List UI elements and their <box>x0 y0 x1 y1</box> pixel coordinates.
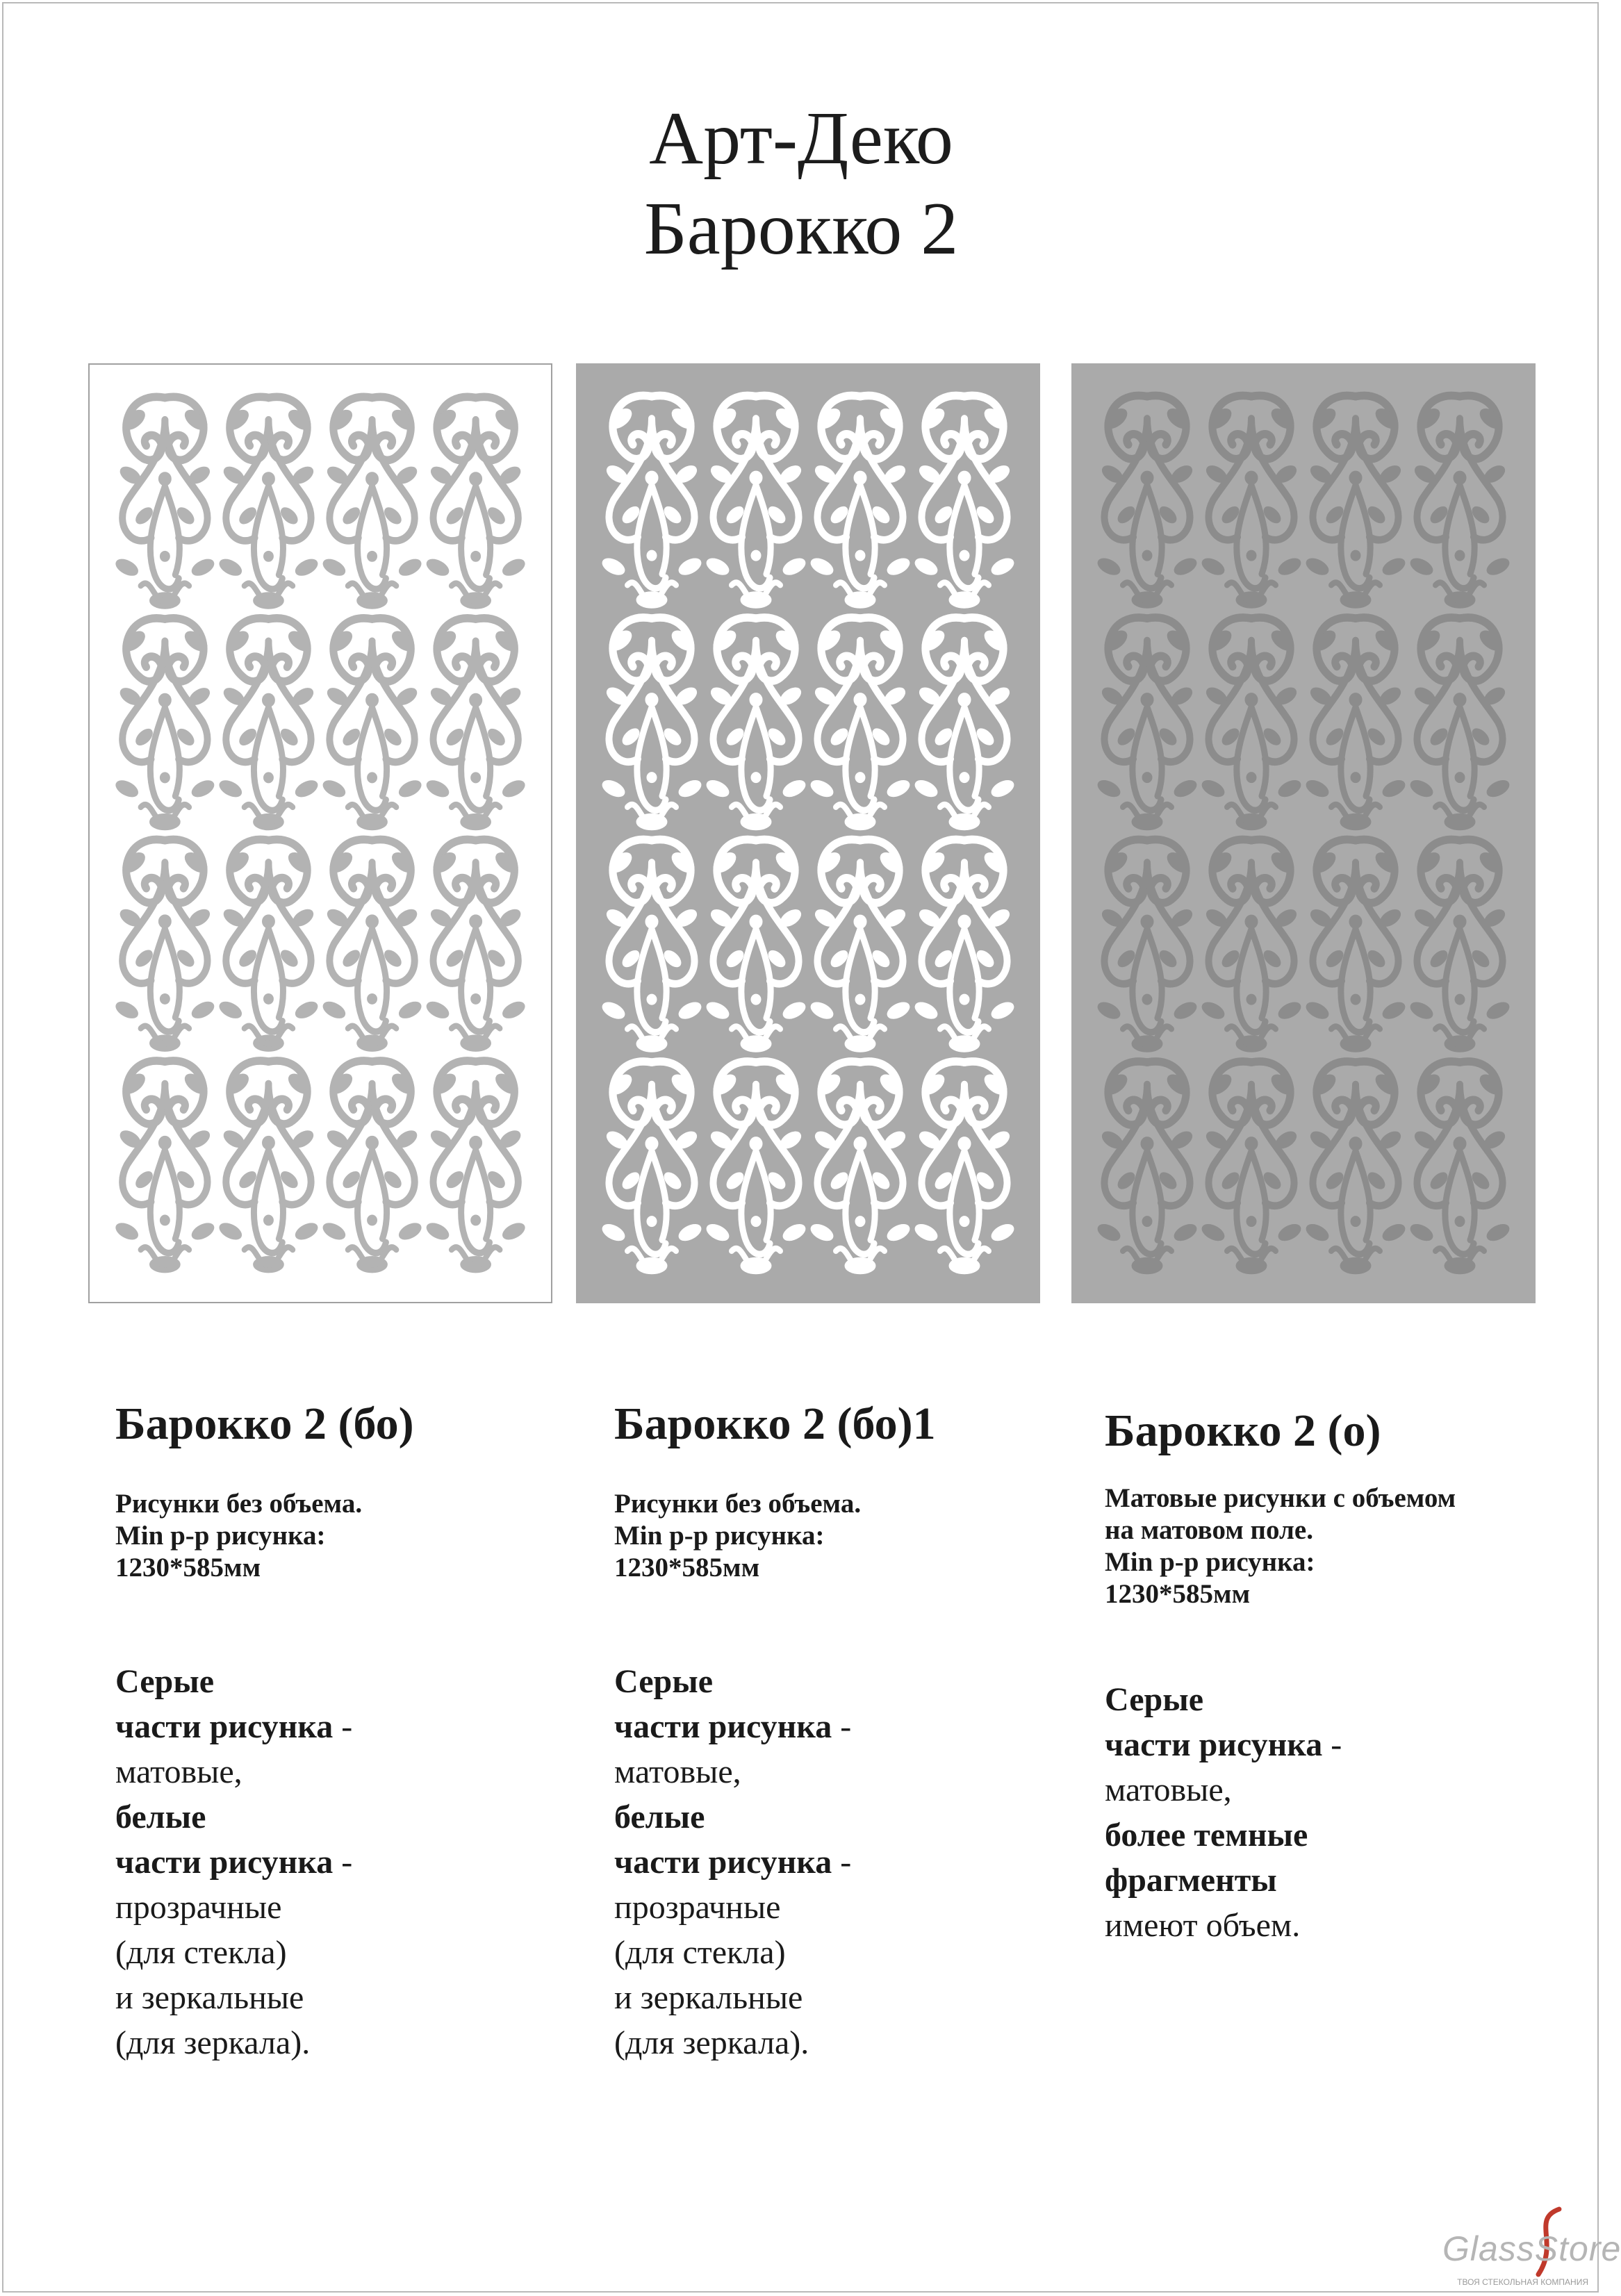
logo-tagline: ТВОЯ СТЕКОЛЬНАЯ КОМПАНИЯ <box>1457 2277 1588 2287</box>
desc-line: более темные <box>1105 1817 1308 1853</box>
design-name: Барокко 2 (бо)1 <box>614 1398 936 1449</box>
design-column-2 <box>614 1396 936 2065</box>
design-column-1 <box>115 1396 414 2065</box>
design-name: Барокко 2 (о) <box>1105 1405 1381 1456</box>
pattern-panel-clear-on-frosted <box>576 363 1040 1303</box>
design-name: Барокко 2 (бо) <box>115 1398 414 1449</box>
glassstore-logo <box>1442 2205 1621 2290</box>
spec-line: Рисунки без объема. <box>115 1489 363 1519</box>
spec-line: Min р-р рисунка: <box>614 1521 825 1551</box>
pattern-panel-frosted-on-clear <box>88 363 552 1303</box>
desc-line: прозрачные <box>614 1889 781 1926</box>
design-spec <box>1105 1483 1456 1610</box>
design-description <box>614 1659 936 2065</box>
desc-line: (для стекла) <box>614 1934 786 1971</box>
desc-line: части рисунка - <box>115 1708 353 1745</box>
desc-line: части рисунка - <box>614 1844 852 1881</box>
spec-line: на матовом поле. <box>1105 1515 1313 1545</box>
design-spec <box>614 1488 936 1584</box>
spec-line: 1230*585мм <box>614 1553 760 1583</box>
design-description <box>1105 1677 1456 1948</box>
desc-line: матовые, <box>1105 1771 1232 1808</box>
design-spec <box>115 1488 414 1584</box>
desc-line: матовые, <box>115 1753 242 1790</box>
spec-line: Матовые рисунки с объемом <box>1105 1483 1456 1513</box>
desc-line: фрагменты <box>1105 1862 1277 1899</box>
desc-line: (для зеркала). <box>115 2024 311 2061</box>
desc-line: Серые <box>115 1663 215 1700</box>
spec-line: Min р-р рисунка: <box>1105 1547 1315 1577</box>
desc-line: матовые, <box>614 1753 741 1790</box>
pattern-panel-volume-on-frosted <box>1071 363 1536 1303</box>
desc-line: части рисунка - <box>115 1844 353 1881</box>
logo-text: GlassStore <box>1442 2229 1621 2268</box>
desc-line: (для стекла) <box>115 1934 287 1971</box>
spec-line: Min р-р рисунка: <box>115 1521 326 1551</box>
page-title-line1: Арт-Деко <box>649 97 953 180</box>
spec-line: 1230*585мм <box>115 1553 261 1583</box>
desc-line: и зеркальные <box>614 1979 803 2016</box>
desc-line: прозрачные <box>115 1889 282 1926</box>
spec-line: 1230*585мм <box>1105 1579 1251 1609</box>
desc-line: имеют объем. <box>1105 1907 1301 1944</box>
spec-line: Рисунки без объема. <box>614 1489 862 1519</box>
desc-line: белые <box>614 1799 705 1835</box>
desc-line: Серые <box>614 1663 714 1700</box>
desc-line: и зеркальные <box>115 1979 304 2016</box>
desc-line: Серые <box>1105 1681 1204 1718</box>
design-description <box>115 1659 414 2065</box>
desc-line: белые <box>115 1799 206 1835</box>
page-title-line2: Барокко 2 <box>643 188 959 270</box>
desc-line: (для зеркала). <box>614 2024 809 2061</box>
desc-line: части рисунка - <box>1105 1726 1342 1763</box>
design-column-3 <box>1105 1403 1456 1948</box>
desc-line: части рисунка - <box>614 1708 852 1745</box>
